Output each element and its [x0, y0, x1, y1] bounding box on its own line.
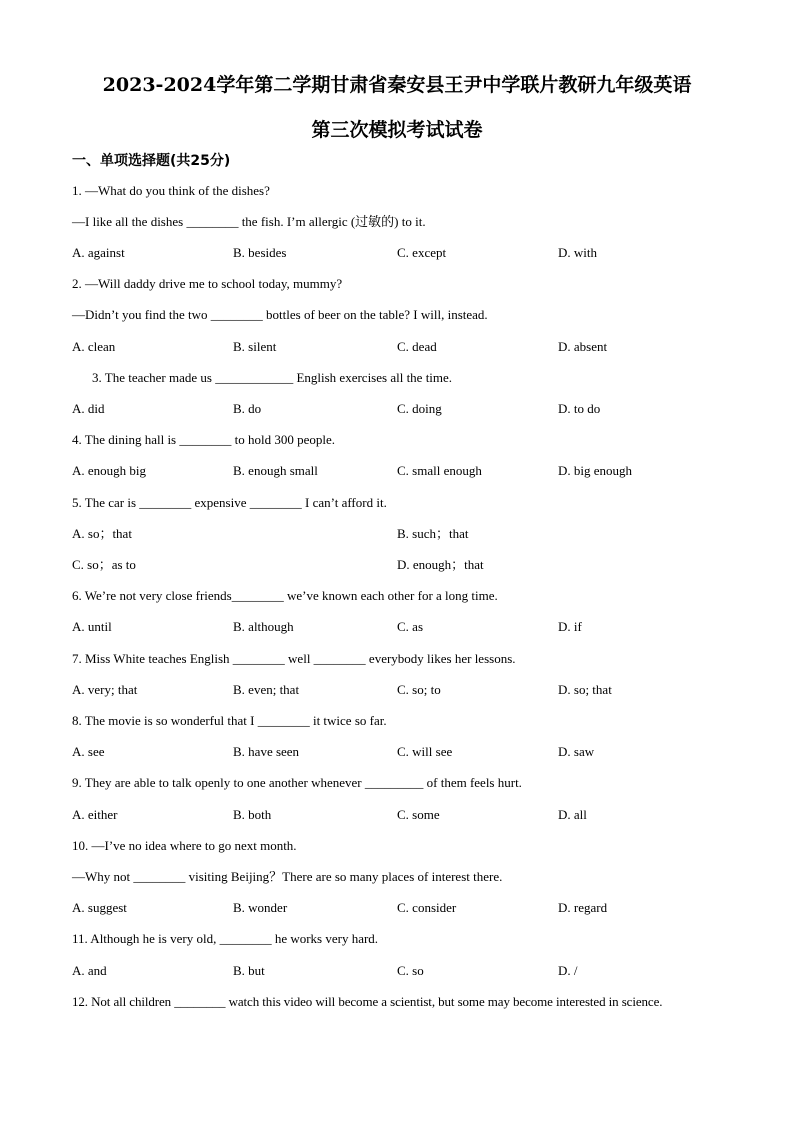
option-b[interactable]: B. both [233, 807, 272, 822]
option-d[interactable]: D. to do [558, 401, 601, 416]
question-10-response: —Why not ________ visiting Beijing？There are so many places of interest there. [72, 869, 503, 884]
option-c[interactable]: C. small enough [397, 463, 482, 478]
question-5-stem: 5. The car is ________ expensive ________ I can’t afford it. [72, 495, 387, 510]
option-b[interactable]: B. although [233, 619, 294, 634]
option-b[interactable]: B. do [233, 401, 262, 416]
question-7-options [72, 681, 732, 699]
option-a[interactable]: A. clean [72, 339, 116, 354]
option-a[interactable]: A. so；that [72, 526, 132, 541]
question-9-stem: 9. They are able to talk openly to one another whenever _________ of them feels hurt. [72, 775, 522, 790]
option-d[interactable]: D. if [558, 619, 582, 634]
question-1-options [72, 244, 732, 262]
option-d[interactable]: D. with [558, 245, 597, 260]
option-a[interactable]: A. see [72, 744, 105, 759]
option-b[interactable]: B. but [233, 963, 265, 978]
option-b[interactable]: B. wonder [233, 900, 288, 915]
option-c[interactable]: C. dead [397, 339, 437, 354]
option-d[interactable]: D. enough；that [397, 557, 484, 572]
option-b[interactable]: B. enough small [233, 463, 318, 478]
question-5-options-row-1 [72, 525, 732, 543]
question-7-stem: 7. Miss White teaches English ________ well ________ everybody likes her lessons. [72, 651, 516, 666]
question-11-options [72, 962, 732, 980]
option-d[interactable]: D. absent [558, 339, 608, 354]
question-4-options [72, 462, 732, 480]
option-a[interactable]: A. very; that [72, 682, 138, 697]
option-d[interactable]: D. big enough [558, 463, 633, 478]
option-c[interactable]: C. consider [397, 900, 457, 915]
exam-title-line-1: 2023-2024学年第二学期甘肃省秦安县王尹中学联片教研九年级英语 [102, 74, 692, 96]
option-b[interactable]: B. even; that [233, 682, 300, 697]
option-c[interactable]: C. except [397, 245, 447, 260]
option-c[interactable]: C. so [397, 963, 424, 978]
option-b[interactable]: B. silent [233, 339, 277, 354]
question-2-stem: 2. —Will daddy drive me to school today, mummy? [72, 276, 343, 291]
option-a[interactable]: A. either [72, 807, 118, 822]
option-a[interactable]: A. enough big [72, 463, 147, 478]
question-6-stem: 6. We’re not very close friends________ we’ve known each other for a long time. [72, 588, 498, 603]
question-8-options [72, 743, 732, 761]
option-c[interactable]: C. will see [397, 744, 453, 759]
question-3-stem: 3. The teacher made us ____________ English exercises all the time. [92, 370, 453, 385]
option-d[interactable]: D. all [558, 807, 587, 822]
question-4-stem: 4. The dining hall is ________ to hold 300 people. [72, 432, 335, 447]
option-a[interactable]: A. suggest [72, 900, 127, 915]
question-11-stem: 11. Although he is very old, ________ he works very hard. [72, 931, 379, 946]
option-c[interactable]: C. as [397, 619, 423, 634]
option-a[interactable]: A. until [72, 619, 112, 634]
option-c[interactable]: C. some [397, 807, 440, 822]
question-2-response: —Didn’t you find the two ________ bottles of beer on the table? I will, instead. [72, 307, 488, 322]
section-heading: 一、单项选择题(共25分) [72, 153, 231, 169]
question-1-response: —I like all the dishes ________ the fish. I’m allergic (过敏的) to it. [72, 214, 426, 229]
question-3-options [72, 400, 732, 418]
question-9-options [72, 806, 732, 824]
option-d[interactable]: D. so; that [558, 682, 612, 697]
option-a[interactable]: A. did [72, 401, 105, 416]
option-b[interactable]: B. besides [233, 245, 287, 260]
option-b[interactable]: B. have seen [233, 744, 300, 759]
question-5-options-row-2 [72, 556, 732, 574]
option-c[interactable]: C. so; to [397, 682, 441, 697]
option-a[interactable]: A. and [72, 963, 107, 978]
option-b[interactable]: B. such；that [397, 526, 469, 541]
option-d[interactable]: D. / [558, 963, 578, 978]
question-10-options [72, 899, 732, 917]
option-d[interactable]: D. regard [558, 900, 608, 915]
option-c[interactable]: C. doing [397, 401, 442, 416]
question-2-options [72, 338, 732, 356]
question-10-stem: 10. —I’ve no idea where to go next month. [72, 838, 297, 853]
question-12-stem: 12. Not all children ________ watch this video will become a scientist, but some may become interested in science. [72, 994, 663, 1009]
exam-title-line-2: 第三次模拟考试试卷 [311, 119, 483, 141]
question-8-stem: 8. The movie is so wonderful that I ________ it twice so far. [72, 713, 387, 728]
option-c[interactable]: C. so；as to [72, 557, 136, 572]
question-6-options [72, 618, 732, 636]
option-d[interactable]: D. saw [558, 744, 595, 759]
option-a[interactable]: A. against [72, 245, 125, 260]
question-1-stem: 1. —What do you think of the dishes? [72, 183, 270, 198]
